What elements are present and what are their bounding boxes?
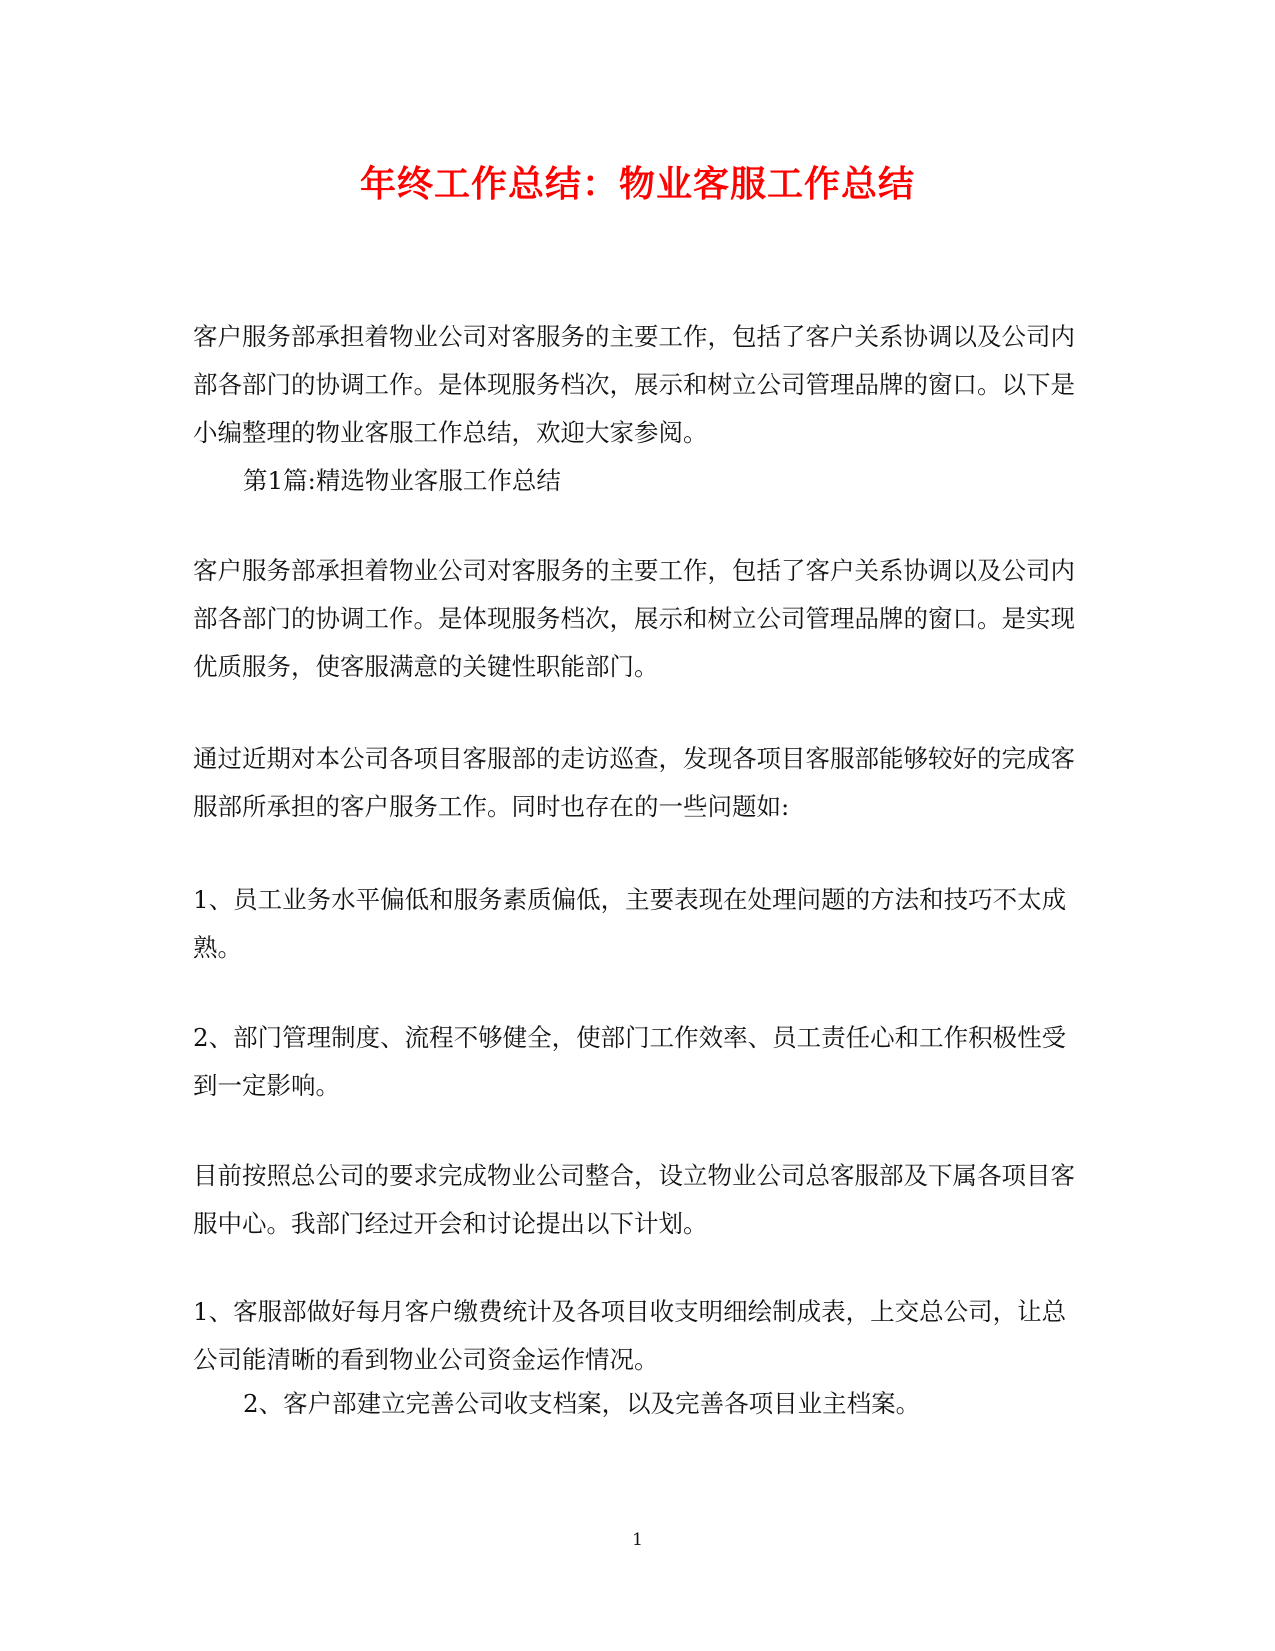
paragraph-intro: 客户服务部承担着物业公司对客服务的主要工作，包括了客户关系协调以及公司内部各部门的协调工作。是体现服务档次，展示和树立公司管理品牌的窗口。以下是小编整理的物业客服工作总结，欢迎大家参阅。 xyxy=(193,322,1075,447)
page-number: 1 xyxy=(632,1530,643,1550)
paragraph-issue-1: 1、员工业务水平偏低和服务素质偏低，主要表现在处理问题的方法和技巧不太成熟。 xyxy=(193,885,1067,962)
paragraph-current-plan: 目前按照总公司的要求完成物业公司整合，设立物业公司总客服部及下属各项目客服中心。我部门经过开会和讨论提出以下计划。 xyxy=(193,1161,1075,1238)
paragraph-department-role: 客户服务部承担着物业公司对客服务的主要工作，包括了客户关系协调以及公司内部各部门的协调工作。是体现服务档次，展示和树立公司管理品牌的窗口。是实现优质服务，使客服满意的关键性职能部门。 xyxy=(193,556,1075,681)
document-title: 年终工作总结：物业客服工作总结 xyxy=(359,163,915,205)
paragraph-inspection: 通过近期对本公司各项目客服部的走访巡查，发现各项目客服部能够较好的完成客服部所承担的客户服务工作。同时也存在的一些问题如: xyxy=(193,744,1075,821)
paragraph-plan-2: 2、客户部建立完善公司收支档案，以及完善各项目业主档案。 xyxy=(243,1389,921,1418)
paragraph-issue-2: 2、部门管理制度、流程不够健全，使部门工作效率、员工责任心和工作积极性受到一定影响。 xyxy=(193,1023,1067,1100)
paragraph-plan-1: 1、客服部做好每月客户缴费统计及各项目收支明细绘制成表，上交总公司，让总公司能清晰的看到物业公司资金运作情况。 xyxy=(193,1297,1067,1374)
paragraph-section-heading: 第1篇:精选物业客服工作总结 xyxy=(243,466,561,495)
